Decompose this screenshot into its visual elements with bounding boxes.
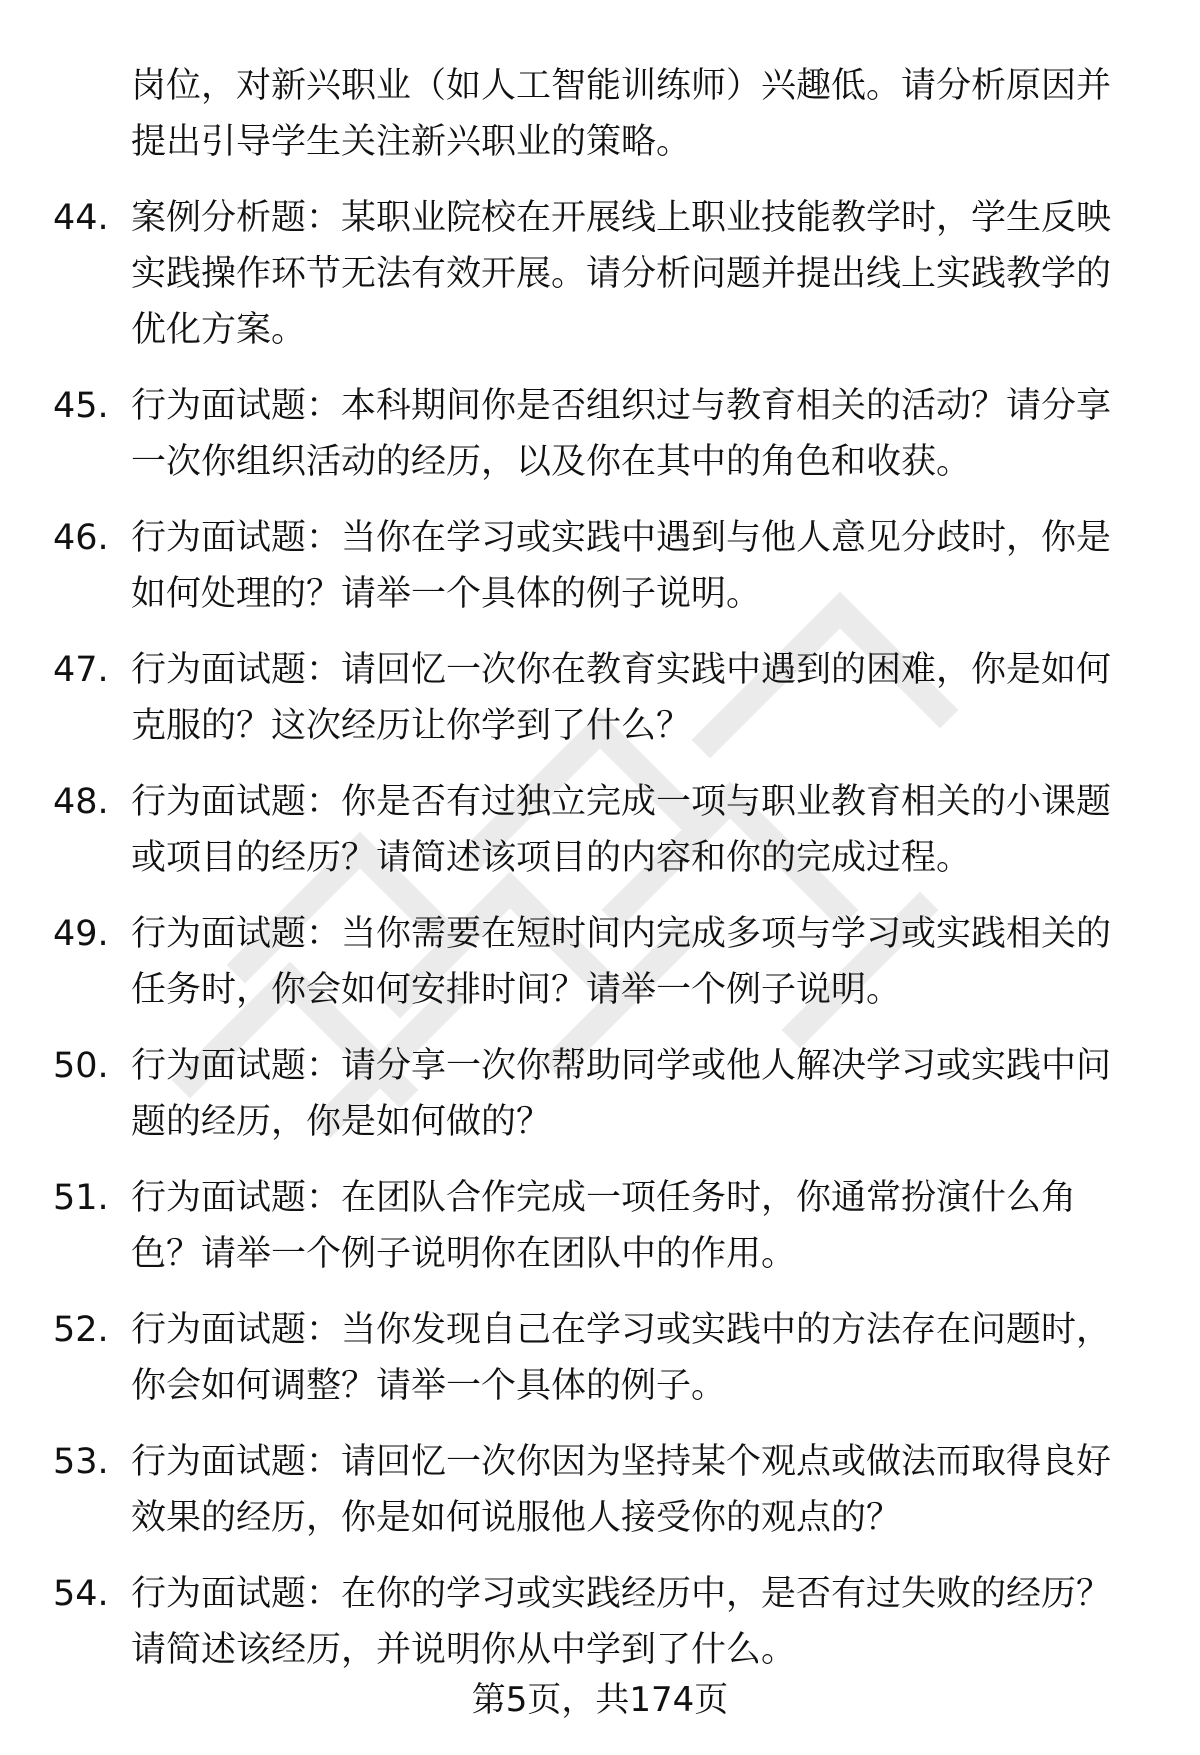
question-number: 45. xyxy=(53,386,109,426)
question-item xyxy=(0,378,1200,490)
question-number: 46. xyxy=(53,518,109,558)
question-number: 50. xyxy=(53,1046,109,1086)
continuation-text: 岗位，对新兴职业（如人工智能训练师）兴趣低。请分析原因并提出引导学生关注新兴职业的策略。 xyxy=(131,66,1112,162)
page-number-footer: 第5页，共174页 xyxy=(471,1680,729,1720)
question-item xyxy=(0,190,1200,358)
question-item xyxy=(0,1302,1200,1414)
question-item xyxy=(0,1038,1200,1150)
question-item xyxy=(0,642,1200,754)
question-text: 行为面试题：当你需要在短时间内完成多项与学习或实践相关的任务时，你会如何安排时间？请举一个例子说明。 xyxy=(131,914,1112,1010)
question-item xyxy=(0,1566,1200,1678)
question-text: 案例分析题：某职业院校在开展线上职业技能教学时，学生反映实践操作环节无法有效开展。请分析问题并提出线上实践教学的优化方案。 xyxy=(131,198,1112,350)
question-item xyxy=(0,906,1200,1018)
question-item xyxy=(0,510,1200,622)
question-text: 行为面试题：当你在学习或实践中遇到与他人意见分歧时，你是如何处理的？请举一个具体的例子说明。 xyxy=(131,518,1112,614)
question-text: 行为面试题：请分享一次你帮助同学或他人解决学习或实践中问题的经历，你是如何做的？ xyxy=(131,1046,1112,1142)
question-list xyxy=(0,190,1200,1698)
question-number: 47. xyxy=(53,650,109,690)
question-text: 行为面试题：在你的学习或实践经历中，是否有过失败的经历？请简述该经历，并说明你从中学到了什么。 xyxy=(131,1574,1112,1670)
question-number: 49. xyxy=(53,914,109,954)
question-text: 行为面试题：当你发现自己在学习或实践中的方法存在问题时，你会如何调整？请举一个具体的例子。 xyxy=(131,1310,1112,1406)
question-text: 行为面试题：请回忆一次你因为坚持某个观点或做法而取得良好效果的经历，你是如何说服他人接受你的观点的？ xyxy=(131,1442,1112,1538)
question-item xyxy=(0,1434,1200,1546)
question-text: 行为面试题：你是否有过独立完成一项与职业教育相关的小课题或项目的经历？请简述该项目的内容和你的完成过程。 xyxy=(131,782,1112,878)
question-item xyxy=(0,1170,1200,1282)
question-text: 行为面试题：请回忆一次你在教育实践中遇到的困难，你是如何克服的？这次经历让你学到了什么？ xyxy=(131,650,1112,746)
question-number: 48. xyxy=(53,782,109,822)
question-text: 行为面试题：本科期间你是否组织过与教育相关的活动？请分享一次你组织活动的经历，以及你在其中的角色和收获。 xyxy=(131,386,1112,482)
question-item xyxy=(0,774,1200,886)
question-number: 51. xyxy=(53,1178,109,1218)
question-number: 44. xyxy=(53,198,109,238)
question-number: 52. xyxy=(53,1310,109,1350)
question-text: 行为面试题：在团队合作完成一项任务时，你通常扮演什么角色？请举一个例子说明你在团队中的作用。 xyxy=(131,1178,1077,1274)
question-number: 53. xyxy=(53,1442,109,1482)
question-number: 54. xyxy=(53,1574,109,1614)
